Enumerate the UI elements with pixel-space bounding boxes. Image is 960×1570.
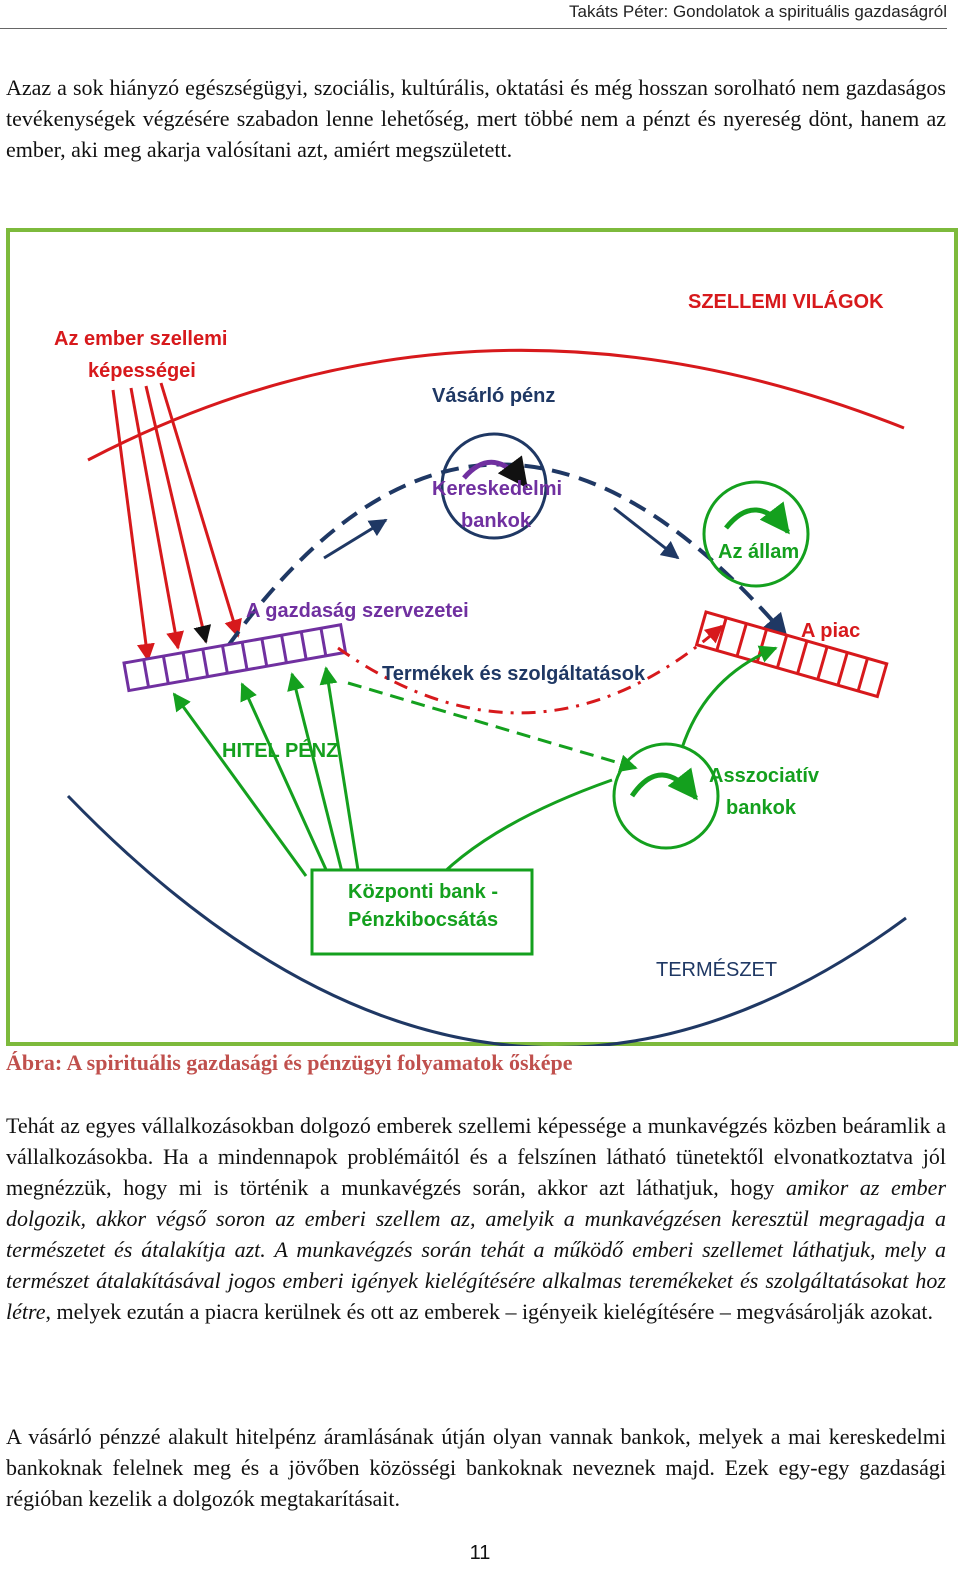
label-human-abilities-1: Az ember szellemi	[54, 328, 228, 350]
state-cycle-icon	[726, 510, 788, 532]
label-human-abilities-2: képességei	[88, 360, 196, 382]
savings-flow	[348, 683, 636, 768]
label-nature: TERMÉSZET	[656, 959, 778, 981]
economic-process-diagram	[6, 228, 958, 1046]
label-spiritual-worlds: SZELLEMI VILÁGOK	[688, 291, 884, 313]
spiritual-ability-arrows	[113, 383, 238, 660]
label-associative-banks-1: Asszociatív	[709, 765, 820, 787]
label-market: A piac	[801, 620, 861, 642]
label-state: Az állam	[718, 541, 800, 563]
label-commercial-banks-2: bankok	[461, 510, 532, 532]
paragraph-intro: Azaz a sok hiányzó egészségügyi, szociális, kultúrális, oktatási és még hosszan sorolható nem gazdaságos tevékenységek végzésére szabadon lenne lehetőség, mert többé nem a pénzt és nyereség dönt, hanem az ember, aki meg akarja valósítani azt, amiért megszületett.	[6, 75, 946, 162]
figure-caption: Ábra: A spirituális gazdasági és pénzügyi folyamatok ősképe	[6, 1050, 573, 1075]
label-credit-money: HITEL PÉNZ	[222, 740, 339, 762]
associative-bank-circle	[614, 744, 718, 848]
label-commercial-banks-1: Kereskedelmi	[432, 478, 563, 500]
label-products-services: Termékek és szolgáltatások	[382, 663, 646, 685]
label-central-bank-2: Pénzkibocsátás	[348, 909, 499, 931]
credit-money-arrows	[174, 668, 358, 876]
label-organizations: A gazdaság szervezetei	[246, 600, 469, 622]
associative-bank-cycle-icon	[632, 775, 696, 798]
label-central-bank-1: Központi bank -	[348, 881, 498, 903]
navy-arrow-right	[614, 508, 678, 558]
state-circle	[704, 482, 808, 586]
paragraph-main-end: , melyek ezután a piacra kerülnek és ott az emberek – igényeik kielégítésére – megvásárolják azokat.	[45, 1299, 934, 1324]
paragraph-banks: A vásárló pénzzé alakult hitelpénz áramlásának útján olyan vannak bankok, melyek a mai kereskedelmi bankoknak felelnek meg és a jövőben közösségi bankoknak neveznek majd. Ezek egy-egy gazdasági régióban kezelik a dolgozók megtakarításait.	[6, 1424, 946, 1511]
paragraph-main-italic: amikor az ember dolgozik, akkor végső soron az emberi szellem az, amelyik a munkavégzésen keresztül megragadja a természetet és átalakítja azt. A munkavégzés során tehát a működő emberi szellemet láthatjuk, mely a természet átalakításával jogos emberi igények kielégítésére alkalmas teremékeket és szolgáltatásokat hoz létre	[6, 1175, 947, 1324]
header-title: Takáts Péter: Gondolatok a spirituális gazdaságról	[569, 2, 947, 21]
paragraph-main	[6, 1110, 946, 1327]
paragraph-main-text: Tehát az egyes vállalkozásokban dolgozó emberek szellemi képessége a munkavégzés közben beáramlik a vállalkozásokba. Ha a mindennapok problémáitól és a felszínen látható tünetektől elvonatkoztatva jól megnézzük, hogy mi is történik a munkavégzés során, akkor azt láthatjuk, hogy	[6, 1113, 946, 1200]
page-header	[0, 0, 947, 29]
navy-arrow-left	[324, 520, 386, 558]
label-associative-banks-2: bankok	[726, 797, 797, 819]
label-purchasing-money: Vásárló pénz	[432, 385, 556, 407]
page-number: 11	[469, 1542, 491, 1564]
